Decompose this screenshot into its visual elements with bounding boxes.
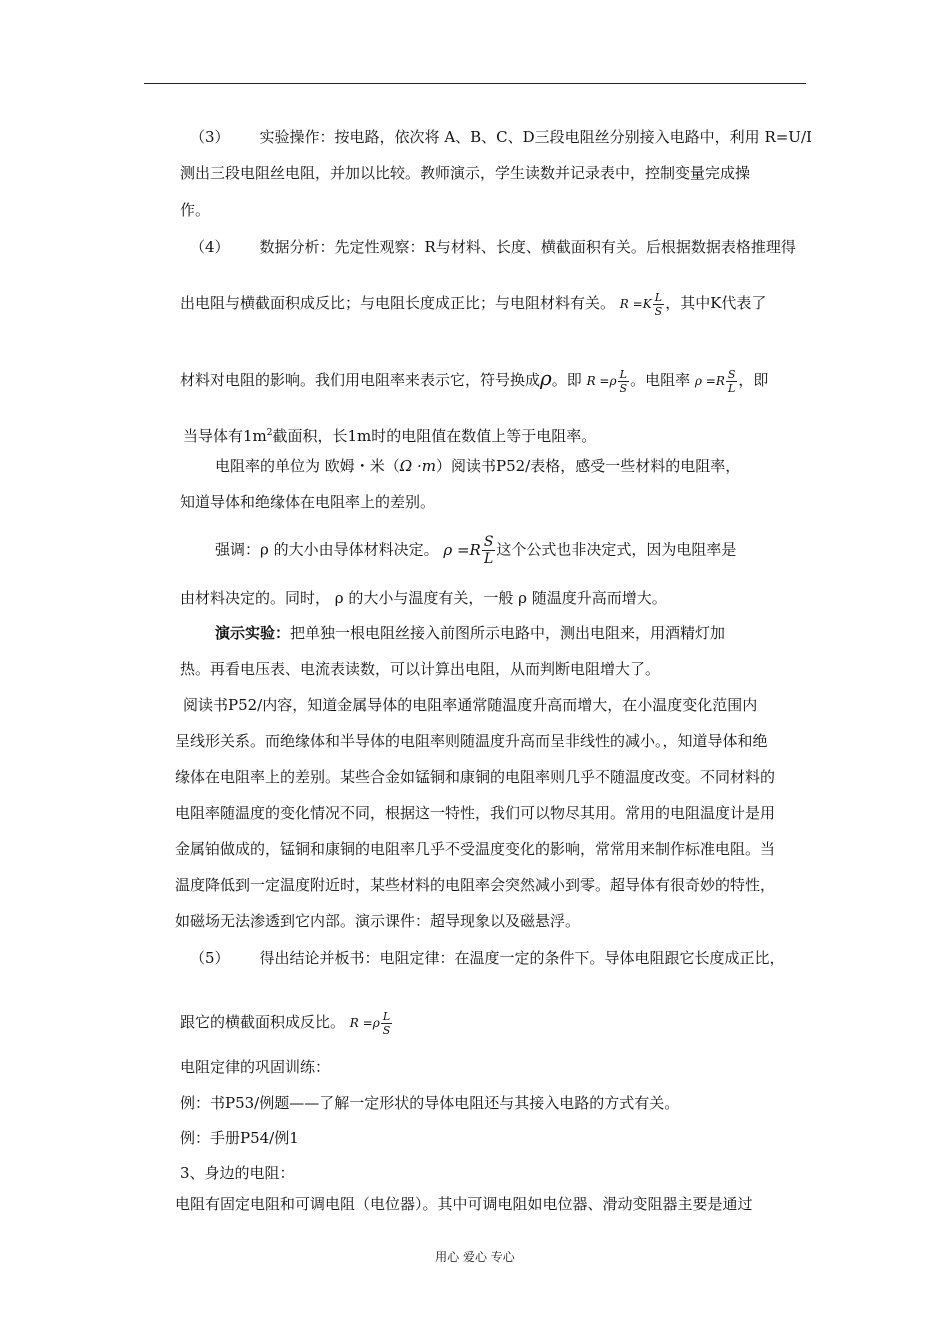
p5-text-1: 得出结论并板书：电阻定律：在温度一定的条件下。导体电阻跟它长度成正比， [259,949,785,967]
fraction-num: L [381,1010,393,1024]
p4-text-4a: 当导体有1m [183,427,267,445]
p4-line-2 [180,291,766,318]
p4-text-2a: 出电阻与横截面积成反比；与电阻长度成正比；与电阻材料有关。 [180,294,616,312]
formula-r-k [619,291,665,318]
page-footer: 用心 爱心 专心 [435,1250,515,1264]
p5-text-2: 跟它的横截面积成反比。 [180,1013,346,1031]
demo-text-1: 把单独一根电阻丝接入前图所示电路中，测出电阻来，用酒精灯加 [290,624,726,642]
section-3-line-1: 电阻有固定电阻和可调电阻（电位器）。其中可调电阻如电位器、滑动变阻器主要是通过 [175,1195,753,1213]
p4-number: （4） [190,238,230,256]
formula-resistance-law [349,1010,394,1037]
formula-lhs: R =ρ [349,1016,380,1030]
p5-number: （5） [190,949,230,967]
demo-line-2: 热。再看电压表、电流表读数，可以计算出电阻，从而判断电阻增大了。 [180,660,661,678]
p3-line-2: 测出三段电阻丝电阻，并加以比较。教师演示，学生读数并记录表中，控制变量完成操 [180,164,751,182]
formula-rho-r-big [443,534,496,567]
p4-text-3a: 材料对电阻的影响。我们用电阻率来表示它，符号换成 [180,371,541,389]
p3-line-1 [190,127,812,147]
unit-text-1b: ）阅读书P52/表格，感受一些材料的电阻率， [435,457,741,475]
formula-lhs: R =K [619,297,652,311]
read-line-3: 缘体在电阻率上的差别。某些合金如锰铜和康铜的电阻率则几乎不随温度改变。不同材料的 [175,768,776,786]
read-line-6: 温度降低到一定温度附近时，某些材料的电阻率会突然减小到零。超导体有很奇妙的特性， [175,876,776,894]
read-line-4: 电阻率随温度的变化情况不同，根据这一特性，我们可以物尽其用。常用的电阻温度计是用 [175,804,776,822]
p4-text-3c: 。电阻率 [630,371,691,389]
emph-line-2: 由材料决定的。同时， ρ 的大小与温度有关，一般 ρ 随温度升高而增大。 [180,589,667,607]
fraction-num: L [618,368,630,382]
fraction-den: L [483,551,494,567]
p4-text-2b: ，其中K代表了 [665,294,767,312]
p3-text-1: 实验操作：按电路，依次将 A、B、C、D三段电阻丝分别接入电路中，利用 R=U/I [259,128,812,146]
emph-text-1a: 强调：ρ 的大小由导体材料决定。 [215,540,439,559]
unit-line-1 [215,456,740,476]
p4-text-3d: ，即 [738,371,769,389]
p3-line-3: 作。 [180,201,211,219]
p4-line-4 [183,423,596,446]
demo-label: 演示实验： [215,624,291,642]
fraction [482,534,496,567]
formula-r-rho [586,368,631,395]
p4-text-1: 数据分析：先定性观察：R与材料、长度、横截面积有关。后根据数据表格推理得 [259,238,796,256]
formula-lhs: ρ =R [443,540,481,559]
superscript-2: 2 [266,428,273,438]
demo-line-1 [215,623,725,643]
formula-lhs: ρ =R [694,374,725,388]
read-line-1: 阅读书P52/内容，知道金属导体的电阻率通常随温度升高而增大，在小温度变化范围内 [183,696,758,714]
fraction-den: S [654,305,663,318]
p4-line-3 [180,368,768,395]
rho-symbol: ρ [540,366,552,390]
unit-text-1a: 电阻率的单位为 欧姆・米（ [215,457,400,475]
fraction-den: S [382,1024,391,1037]
header-rule [144,83,806,84]
fraction-den: S [619,382,628,395]
fraction [381,1010,393,1037]
p4-text-4b: 截面积，长1m时的电阻值在数值上等于电阻率。 [272,427,597,445]
section-3-title: 3、身边的电阻： [180,1164,295,1182]
emph-line-1 [215,534,736,567]
p4-line-1 [190,237,796,257]
read-line-5: 金属铂做成的，锰铜和康铜的电阻率几乎不受温度变化的影响，常常用来制作标准电阻。当 [175,840,776,858]
formula-rho-r [694,368,739,395]
read-line-7: 如磁场无法渗透到它内部。演示课件：超导现象以及磁悬浮。 [175,912,581,930]
train-example-1: 例：书P53/例题——了解一定形状的导体电阻还与其接入电路的方式有关。 [180,1094,680,1112]
fraction [618,368,630,395]
fraction [653,291,665,318]
p3-number: （3） [190,128,230,146]
train-example-2: 例：手册P54/例1 [180,1129,299,1147]
p4-text-3b: 。即 [551,371,582,389]
unit-line-2: 知道导体和绝缘体在电阻率上的差别。 [180,493,436,511]
p5-line-2 [180,1010,393,1037]
unit-symbol: Ω ·m [399,457,436,475]
fraction-num: L [653,291,665,305]
fraction-den: L [727,382,736,395]
emph-text-1b: 这个公式也非决定式，因为电阻率是 [496,540,737,559]
p5-line-1 [190,948,785,968]
formula-lhs: R =ρ [586,374,617,388]
fraction-num: S [727,368,736,381]
read-line-2: 呈线形关系。而绝缘体和半导体的电阻率则随温度升高而呈非线性的减小。，知道导体和绝 [175,732,768,750]
fraction-num: S [483,534,494,550]
train-title: 电阻定律的巩固训练： [180,1058,331,1076]
fraction [726,368,738,395]
